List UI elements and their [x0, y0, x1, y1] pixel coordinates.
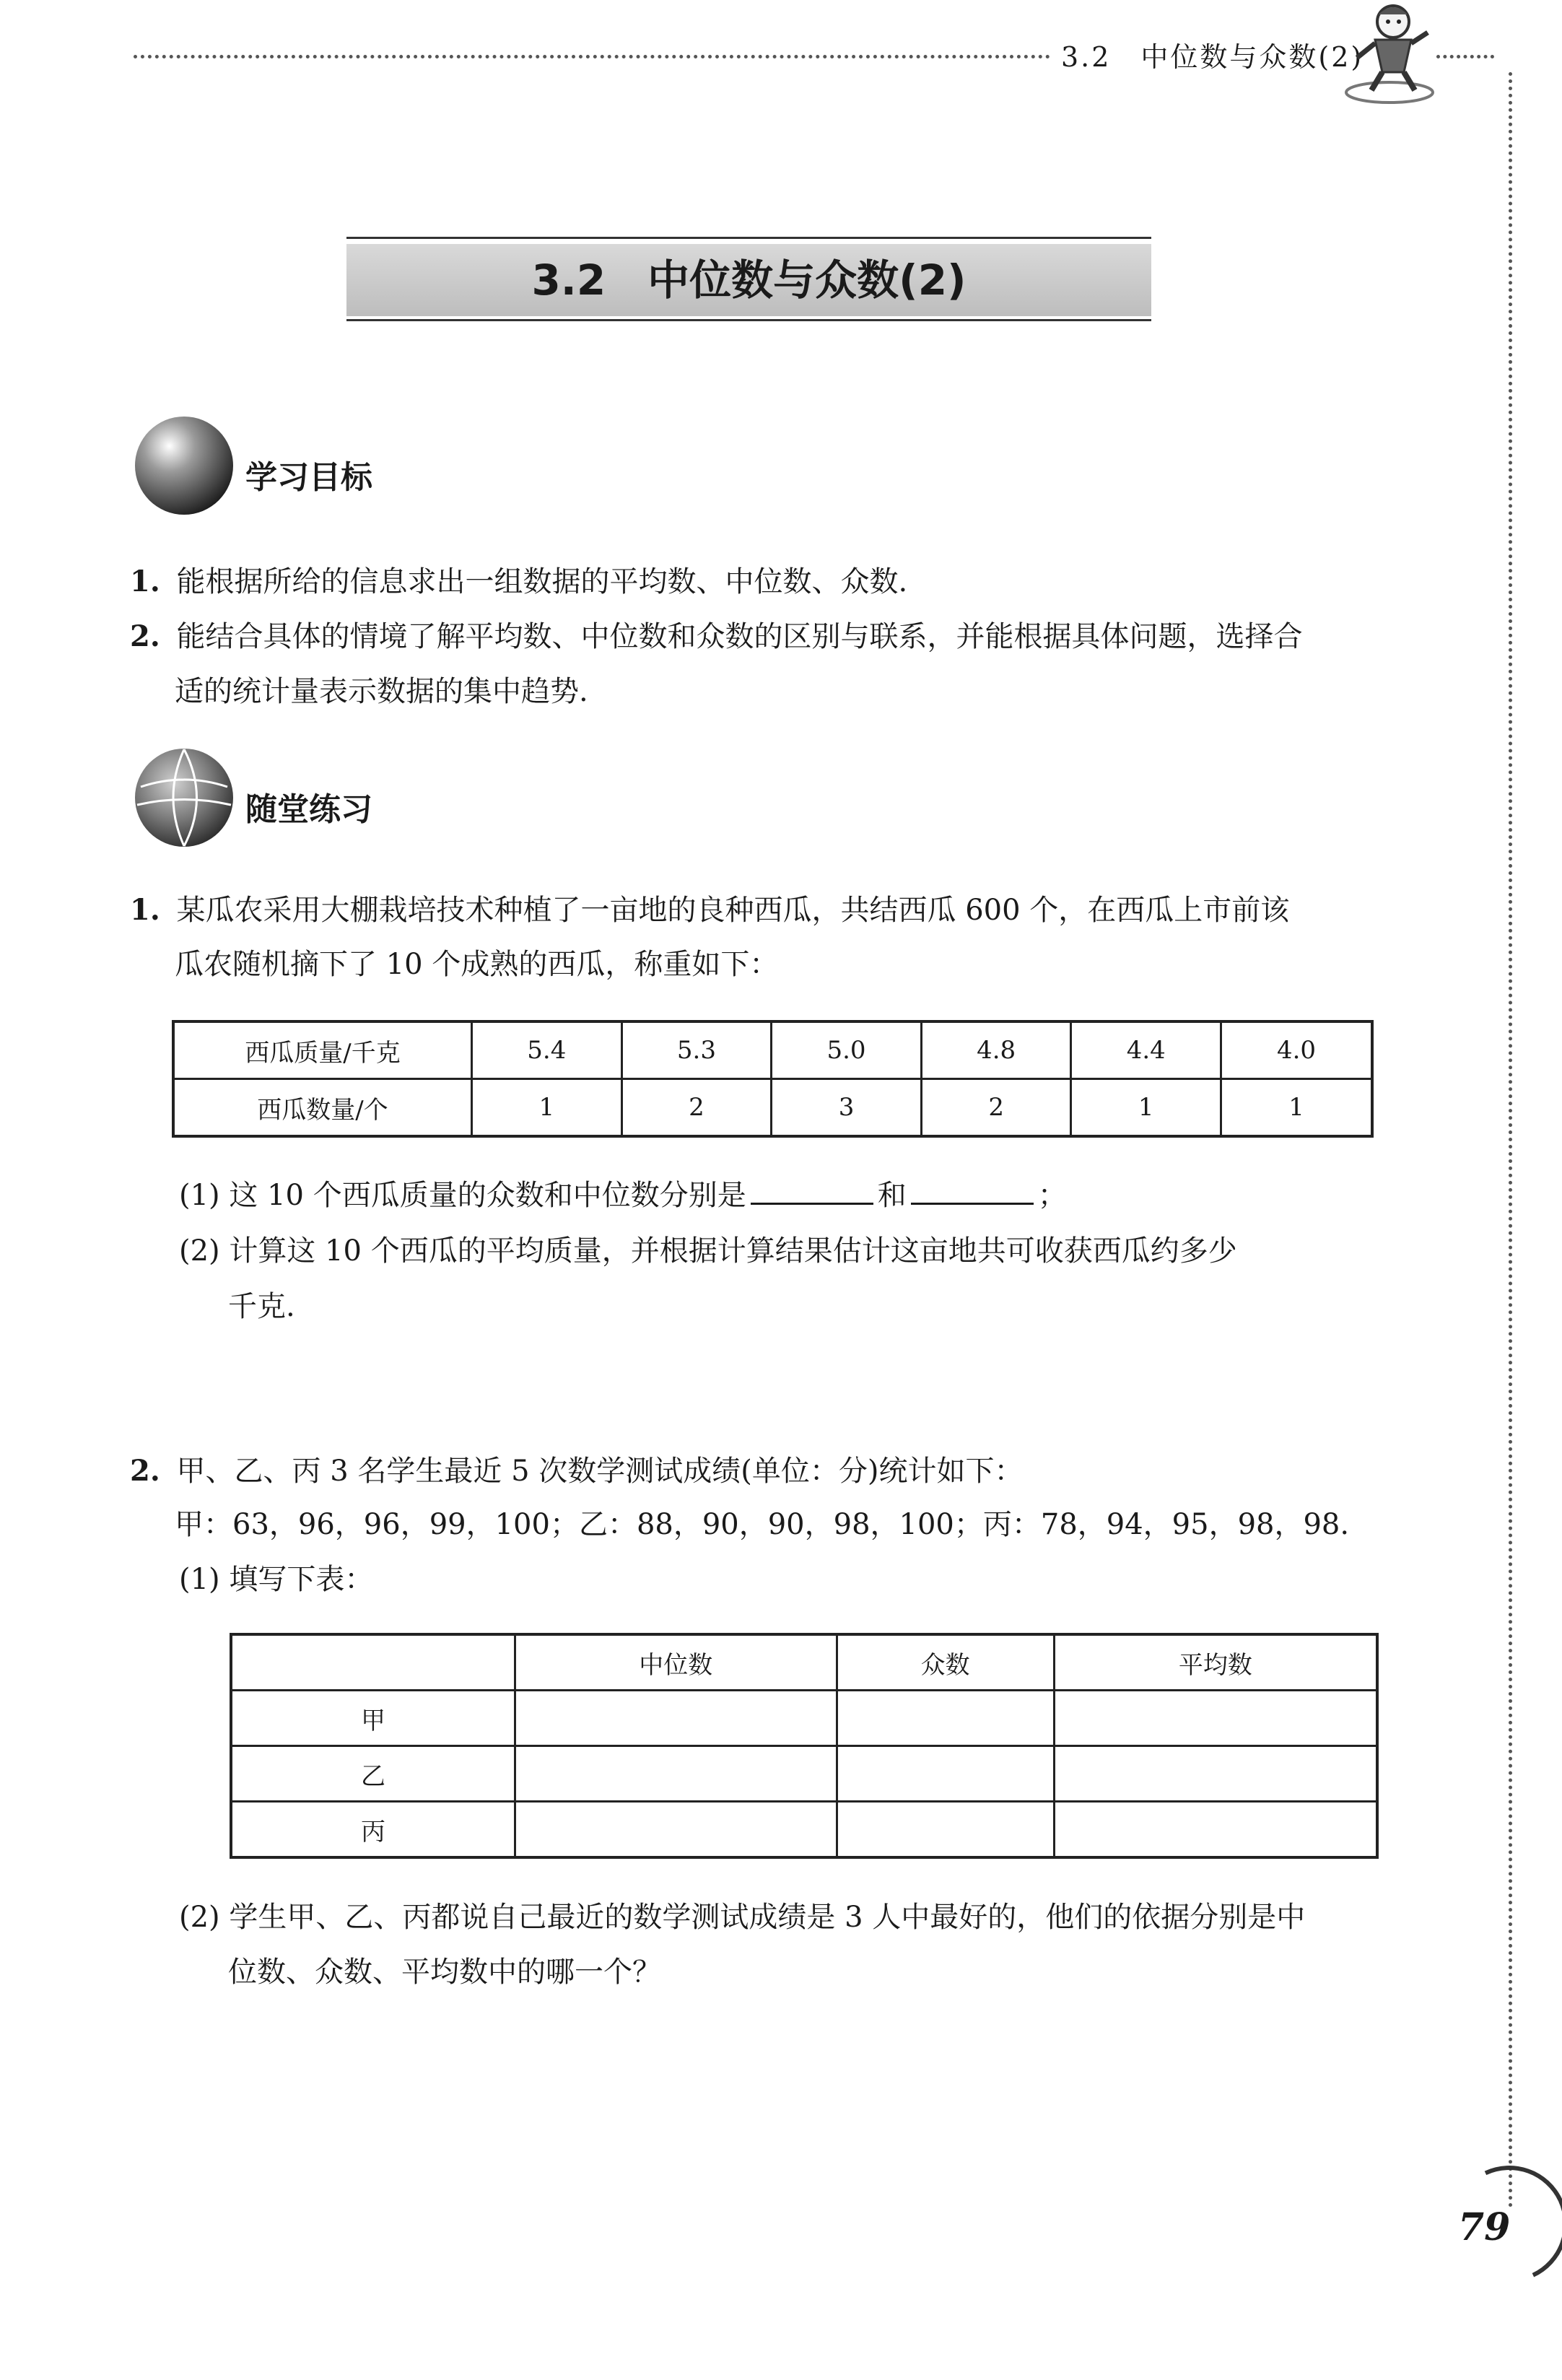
table-row	[231, 1691, 1377, 1746]
goal-text: 能结合具体的情境了解平均数、中位数和众数的区别与联系，并能根据具体问题，选择合	[176, 620, 1303, 653]
answer-cell[interactable]	[837, 1746, 1054, 1802]
subquestion-1-2-cont: 千克.	[228, 1290, 295, 1323]
table-cell: 4.8	[921, 1021, 1071, 1079]
scores-line: 甲：63，96，96，99，100；乙：88，90，90，98，100；丙：78，94，95，98，98.	[175, 1508, 1350, 1541]
statistics-table	[230, 1633, 1379, 1859]
table-cell: 4.4	[1071, 1021, 1221, 1079]
answer-cell[interactable]	[837, 1802, 1054, 1858]
question-2	[130, 1445, 1023, 1497]
page-number: 79	[1458, 2205, 1511, 2249]
subquestion-1-2: (2) 计算这 10 个西瓜的平均质量，并根据计算结果估计这亩地共可收获西瓜约多少	[179, 1234, 1237, 1268]
answer-cell[interactable]	[1054, 1746, 1377, 1802]
subquestion-1-1	[179, 1169, 1067, 1221]
subquestion-text: (1) 这 10 个西瓜质量的众数和中位数分别是	[179, 1179, 746, 1212]
table-cell: 4.0	[1221, 1021, 1372, 1079]
table-cell: 1	[472, 1079, 622, 1137]
answer-cell[interactable]	[837, 1691, 1054, 1746]
goal-text: 能根据所给的信息求出一组数据的平均数、中位数、众数.	[176, 565, 908, 598]
globe-icon	[130, 744, 238, 852]
question-text: 某瓜农采用大棚栽培技术种植了一亩地的良种西瓜，共结西瓜 600 个，在西瓜上市前该	[176, 894, 1290, 927]
header-cell	[231, 1634, 515, 1691]
row-label: 甲	[231, 1691, 515, 1746]
title-rule-bottom	[346, 319, 1151, 321]
goal-number: 1.	[130, 565, 160, 598]
question-text: 甲、乙、丙 3 名学生最近 5 次数学测试成绩(单位：分)统计如下：	[176, 1455, 1024, 1488]
goal-item-1	[130, 556, 907, 608]
answer-blank[interactable]	[751, 1177, 873, 1205]
table-cell: 3	[772, 1079, 922, 1137]
answer-blank[interactable]	[911, 1177, 1034, 1205]
side-dotted-rule	[1509, 72, 1512, 2209]
sphere-icon	[130, 411, 238, 520]
table-row	[231, 1802, 1377, 1858]
goal-item-2	[130, 611, 1302, 663]
subquestion-2-1: (1) 填写下表：	[179, 1563, 374, 1596]
question-1	[130, 884, 1289, 936]
table-cell: 2	[621, 1079, 772, 1137]
subquestion-2-2-cont: 位数、众数、平均数中的哪一个？	[228, 1956, 661, 1989]
connector-text: 和	[877, 1179, 907, 1212]
row-label: 丙	[231, 1802, 515, 1858]
answer-cell[interactable]	[515, 1691, 837, 1746]
answer-cell[interactable]	[515, 1746, 837, 1802]
subquestion-2-2: (2) 学生甲、乙、丙都说自己最近的数学测试成绩是 3 人中最好的，他们的依据分别是中	[179, 1901, 1306, 1934]
row-label: 乙	[231, 1746, 515, 1802]
running-title: 3.2 中位数与众数(2)	[1061, 41, 1364, 73]
row-label: 西瓜质量/千克	[173, 1021, 472, 1079]
table-row	[231, 1746, 1377, 1802]
watermelon-table	[172, 1020, 1374, 1138]
answer-cell[interactable]	[515, 1802, 837, 1858]
title-rule-top	[346, 237, 1151, 239]
mascot-icon	[1343, 0, 1436, 108]
header-rule-right	[1436, 55, 1494, 58]
table-row-count	[173, 1079, 1372, 1137]
table-cell: 5.0	[772, 1021, 922, 1079]
section-heading-goals: 学习目标	[245, 459, 372, 496]
end-punct: ；	[1037, 1179, 1067, 1212]
table-header-row	[231, 1634, 1377, 1691]
table-row-mass	[173, 1021, 1372, 1079]
header-rule	[134, 55, 1050, 58]
header-cell: 中位数	[515, 1634, 837, 1691]
row-label: 西瓜数量/个	[173, 1079, 472, 1137]
goal-text-cont: 适的统计量表示数据的集中趋势.	[175, 675, 588, 708]
table-cell: 5.3	[621, 1021, 772, 1079]
question-number: 2.	[130, 1454, 160, 1488]
goal-number: 2.	[130, 619, 160, 653]
header-cell: 众数	[837, 1634, 1054, 1691]
table-cell: 1	[1071, 1079, 1221, 1137]
table-cell: 5.4	[472, 1021, 622, 1079]
table-cell: 1	[1221, 1079, 1372, 1137]
page-title: 3.2 中位数与众数(2)	[531, 256, 967, 305]
section-heading-practice: 随堂练习	[245, 791, 372, 828]
answer-cell[interactable]	[1054, 1691, 1377, 1746]
question-number: 1.	[130, 893, 160, 927]
question-text-cont: 瓜农随机摘下了 10 个成熟的西瓜，称重如下：	[175, 948, 779, 981]
table-cell: 2	[921, 1079, 1071, 1137]
header-cell: 平均数	[1054, 1634, 1377, 1691]
answer-cell[interactable]	[1054, 1802, 1377, 1858]
